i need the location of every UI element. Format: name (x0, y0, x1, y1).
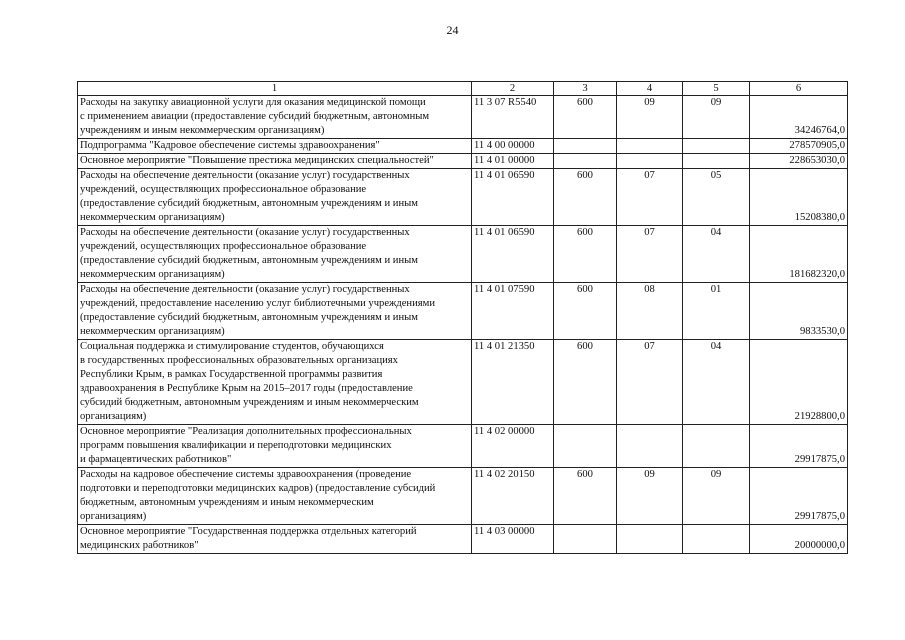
header-col-4: 4 (617, 82, 683, 96)
table-row (78, 425, 848, 468)
row-rz (617, 139, 683, 154)
row-name-line: Республики Крым, в рамках Государственной программы развития (80, 369, 383, 380)
table-header-row (78, 82, 848, 96)
row-name-line: Подпрограмма "Кадровое обеспечение системы здравоохранения" (80, 140, 380, 151)
header-col-5: 5 (683, 82, 750, 96)
row-name-line: медицинских работников" (80, 540, 199, 551)
row-name-line: некоммерческим организациям) (80, 212, 225, 223)
row-name-line: и фармацевтических работников" (80, 454, 232, 465)
row-name (78, 340, 472, 425)
row-code: 11 4 00 00000 (472, 139, 554, 154)
row-name (78, 96, 472, 139)
row-code: 11 4 01 21350 (472, 340, 554, 425)
row-name (78, 154, 472, 169)
row-name-line: некоммерческим организациям) (80, 326, 225, 337)
row-vr: 600 (554, 468, 617, 525)
row-name (78, 525, 472, 554)
table-row (78, 283, 848, 340)
row-name-line: Социальная поддержка и стимулирование студентов, обучающихся (80, 341, 384, 352)
row-vr (554, 154, 617, 169)
row-pr: 09 (683, 468, 750, 525)
row-name-line: Основное мероприятие "Реализация дополнительных профессиональных (80, 426, 412, 437)
row-name-line: Основное мероприятие "Повышение престижа медицинских специальностей" (80, 155, 434, 166)
row-pr: 04 (683, 226, 750, 283)
header-col-1: 1 (78, 82, 472, 96)
row-name (78, 139, 472, 154)
row-vr: 600 (554, 169, 617, 226)
row-pr (683, 525, 750, 554)
row-vr (554, 139, 617, 154)
row-pr (683, 139, 750, 154)
row-rz (617, 525, 683, 554)
row-sum: 9833530,0 (750, 283, 848, 340)
row-name-line: учреждениям и иным некоммерческим организациям) (80, 125, 325, 136)
row-pr: 04 (683, 340, 750, 425)
row-name-line: (предоставление субсидий бюджетным, автономным учреждениям и иным (80, 255, 418, 266)
row-vr: 600 (554, 283, 617, 340)
row-code: 11 4 01 06590 (472, 226, 554, 283)
row-sum: 29917875,0 (750, 425, 848, 468)
header-col-2: 2 (472, 82, 554, 96)
row-name-line: Расходы на закупку авиационной услуги для оказания медицинской помощи (80, 97, 426, 108)
row-code: 11 4 01 06590 (472, 169, 554, 226)
row-sum: 15208380,0 (750, 169, 848, 226)
row-code: 11 4 01 07590 (472, 283, 554, 340)
row-name-line: Расходы на обеспечение деятельности (оказание услуг) государственных (80, 227, 410, 238)
table-row (78, 340, 848, 425)
row-name (78, 169, 472, 226)
row-vr: 600 (554, 340, 617, 425)
row-rz: 07 (617, 340, 683, 425)
row-vr: 600 (554, 226, 617, 283)
row-name-line: учреждений, осуществляющих профессиональное образование (80, 241, 367, 252)
row-name-line: учреждений, предоставление населению услуг библиотечными учреждениями (80, 298, 436, 309)
table-row (78, 226, 848, 283)
row-rz: 07 (617, 169, 683, 226)
header-col-6: 6 (750, 82, 848, 96)
row-name-line: (предоставление субсидий бюджетным, автономным учреждениям и иным (80, 198, 418, 209)
table-row (78, 154, 848, 169)
row-rz: 09 (617, 96, 683, 139)
row-name-line: программ повышения квалификации и переподготовки медицинских (80, 440, 392, 451)
row-sum: 228653030,0 (750, 154, 848, 169)
row-code: 11 4 02 00000 (472, 425, 554, 468)
row-pr (683, 425, 750, 468)
table-row (78, 139, 848, 154)
row-name-line: бюджетным, автономным учреждениям и иным некоммерческим (80, 497, 374, 508)
row-rz (617, 154, 683, 169)
row-vr (554, 525, 617, 554)
row-rz (617, 425, 683, 468)
row-name-line: Расходы на обеспечение деятельности (оказание услуг) государственных (80, 170, 410, 181)
row-pr: 05 (683, 169, 750, 226)
row-code: 11 3 07 R5540 (472, 96, 554, 139)
row-name-line: учреждений, осуществляющих профессиональное образование (80, 184, 367, 195)
row-name (78, 226, 472, 283)
row-sum: 29917875,0 (750, 468, 848, 525)
row-rz: 09 (617, 468, 683, 525)
row-rz: 08 (617, 283, 683, 340)
row-name (78, 468, 472, 525)
row-pr: 01 (683, 283, 750, 340)
row-name (78, 425, 472, 468)
row-code: 11 4 02 20150 (472, 468, 554, 525)
row-name-line: с применением авиации (предоставление субсидий бюджетным, автономным (80, 111, 430, 122)
table-row (78, 525, 848, 554)
row-sum: 20000000,0 (750, 525, 848, 554)
row-code: 11 4 03 00000 (472, 525, 554, 554)
row-name-line: Расходы на обеспечение деятельности (оказание услуг) государственных (80, 284, 410, 295)
row-name-line: здравоохранения в Республике Крым на 2015–2017 годы (предоставление (80, 383, 413, 394)
row-name-line: (предоставление субсидий бюджетным, автономным учреждениям и иным (80, 312, 418, 323)
row-name-line: подготовки и переподготовки медицинских кадров) (предоставление субсидий (80, 483, 436, 494)
row-sum: 181682320,0 (750, 226, 848, 283)
row-sum: 278570905,0 (750, 139, 848, 154)
header-col-3: 3 (554, 82, 617, 96)
row-vr: 600 (554, 96, 617, 139)
row-name-line: Основное мероприятие "Государственная поддержка отдельных категорий (80, 526, 417, 537)
page-number: 24 (446, 23, 459, 37)
budget-table (77, 81, 848, 554)
table-row (78, 96, 848, 139)
row-code: 11 4 01 00000 (472, 154, 554, 169)
row-sum: 21928800,0 (750, 340, 848, 425)
table-row (78, 169, 848, 226)
row-pr (683, 154, 750, 169)
row-rz: 07 (617, 226, 683, 283)
row-vr (554, 425, 617, 468)
row-sum: 34246764,0 (750, 96, 848, 139)
row-name (78, 283, 472, 340)
row-name-line: субсидий бюджетным, автономным учреждениям и иным некоммерческим (80, 397, 419, 408)
row-name-line: в государственных профессиональных образовательных организациях (80, 355, 398, 366)
row-pr: 09 (683, 96, 750, 139)
row-name-line: организациям) (80, 411, 147, 422)
table-row (78, 468, 848, 525)
row-name-line: организациям) (80, 511, 147, 522)
row-name-line: Расходы на кадровое обеспечение системы здравоохранения (проведение (80, 469, 412, 480)
row-name-line: некоммерческим организациям) (80, 269, 225, 280)
